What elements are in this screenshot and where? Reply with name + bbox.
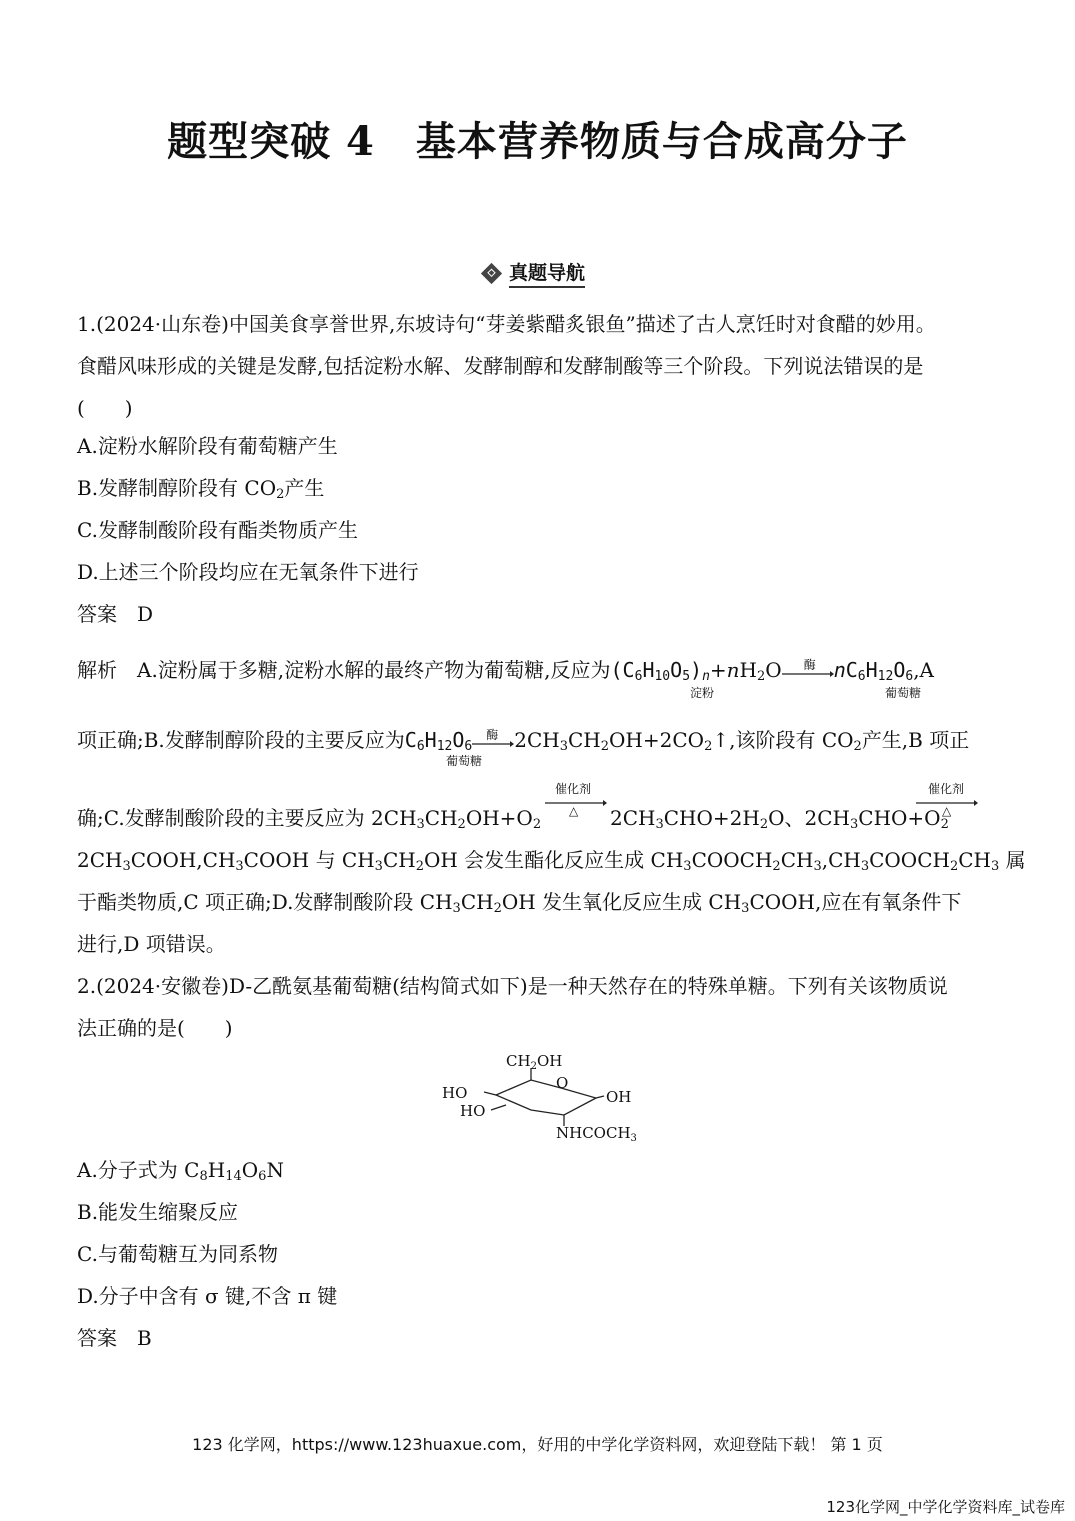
q1-analysis-line5: 于酯类物质,C 项正确;D.发酵制酸阶段 $CH_3CH_2OH$ 发生氧化反应生成 $CH_3COOH$,应在有氧条件下 [77, 890, 962, 916]
q1-analysis-line4: $2CH_3COOH,CH_3COOH$ 与 $CH_3CH_2OH$ 会发生酯化反应生成 $CH_3COOCH_2CH_3,CH_3COOCH_2CH_3$ 属 [77, 848, 1026, 874]
q2-option-c: C.与葡萄糖互为同系物 [77, 1242, 278, 1266]
q1-analysis-line2: 项正确;B.发酵制醇阶段的主要反应为$C_6H_{12}O_6$ 酶 $2CH_3CH_2OH+2CO_2↑$,该阶段有 $CO_2$产生,B 项正 [77, 727, 970, 754]
glucose-label: 葡萄糖 [885, 686, 922, 700]
q1-analysis-line3b: $2CH_3CHO+2H_2O$、$2CH_3CHO+O_2$ [610, 806, 949, 832]
q2-option-b: B.能发生缩聚反应 [77, 1200, 239, 1224]
catalyst-arrow-1: 催化剂 △ [545, 780, 607, 820]
page-title: 题型突破 4 基本营养物质与合成高分子 [167, 118, 908, 165]
q1-analysis-line6: 进行,D 项错误。 [77, 932, 226, 956]
page-footer: 123 化学网，https://www.123huaxue.com，好用的中学化学资料网，欢迎登陆下载！ 第 1 页 [192, 1435, 883, 1454]
q1-stem-line2: 食醋风味形成的关键是发酵,包括淀粉水解、发酵制醇和发酵制酸等三个阶段。下列说法错误的是 [77, 354, 924, 378]
q2-stem-line2: 法正确的是( ) [77, 1016, 233, 1040]
structure-bottom: $NHCOCH_3$ [556, 1124, 637, 1144]
watermark: 123化学网_中学化学资料库_试卷库 [826, 1498, 1065, 1516]
q2-stem-line1: 2.(2024·安徽卷)D-乙酰氨基葡萄糖(结构简式如下)是一种天然存在的特殊单糖。下列有关该物质说 [77, 974, 948, 998]
q1-answer: 答案 D [77, 602, 154, 626]
q2-option-a: A.分子式为 $C_8H_{14}O_6N$ [77, 1158, 284, 1184]
structure-diagram [436, 1050, 646, 1150]
q1-stem-line3: ( ) [77, 396, 133, 420]
q1-analysis-line3: 确;C.发酵制酸阶段的主要反应为 $2CH_3CH_2OH+O_2$ [77, 806, 542, 832]
structure-top: $CH_2OH$ [506, 1052, 563, 1072]
q1-stem-line1: 1.(2024·山东卷)中国美食享誉世界,东坡诗句“芽姜紫醋炙银鱼”描述了古人烹饪时对食醋的妙用。 [77, 312, 936, 336]
q1-analysis-line1: 解析 A.淀粉属于多糖,淀粉水解的最终产物为葡萄糖,反应为$(C_6H_{10}O_5)_n+nH_2O$ 酶 $nC_6H_{12}O_6,A$ [77, 657, 934, 684]
structure-right: OH [606, 1088, 632, 1106]
structure-ring-o: O [556, 1074, 569, 1092]
section-badge [478, 260, 585, 286]
starch-label: 淀粉 [690, 686, 715, 700]
q2-option-d: D.分子中含有 σ 键,不含 π 键 [77, 1284, 338, 1308]
glucose-label-2: 葡萄糖 [446, 754, 483, 768]
catalyst-arrow-2: 催化剂 △ [916, 780, 978, 820]
structure-left1: HO [442, 1084, 468, 1102]
q1-option-d: D.上述三个阶段均应在无氧条件下进行 [77, 560, 419, 584]
q1-option-c: C.发酵制酸阶段有酯类物质产生 [77, 518, 358, 542]
q2-answer: 答案 B [77, 1326, 152, 1350]
diamond-icon [481, 262, 502, 283]
q1-option-a: A.淀粉水解阶段有葡萄糖产生 [77, 434, 338, 458]
section-badge-label: 真题导航 [509, 258, 585, 288]
structure-left2: HO [460, 1102, 486, 1120]
q1-option-b: B.发酵制醇阶段有 $CO_2$产生 [77, 476, 325, 502]
